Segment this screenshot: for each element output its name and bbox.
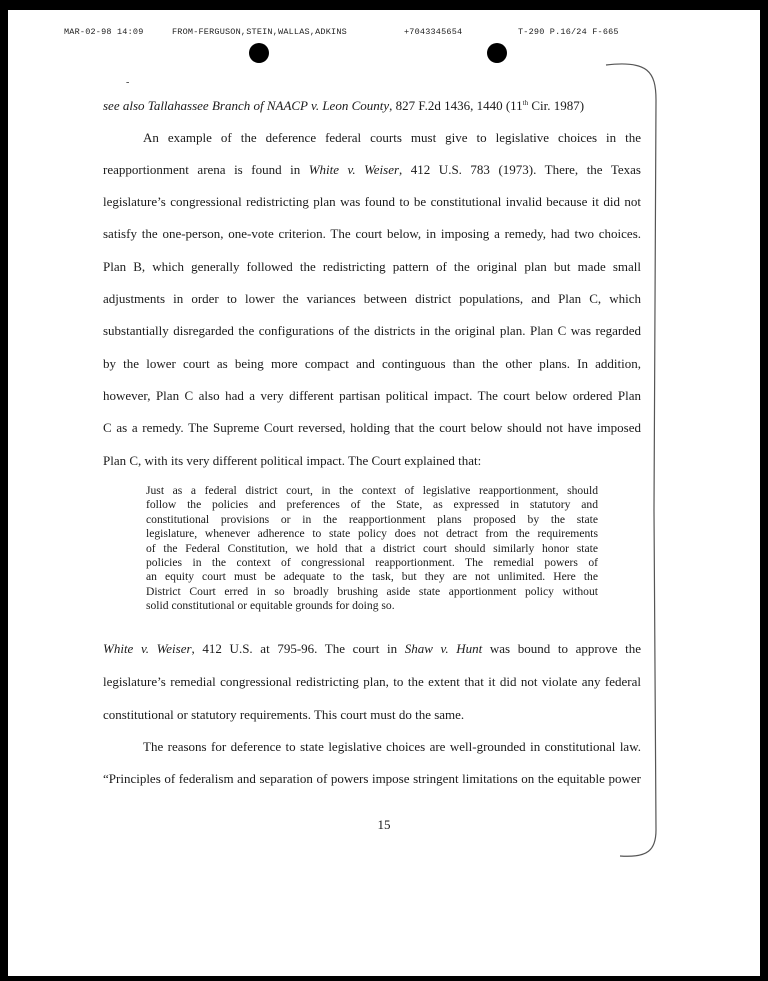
- para1-line-8: by the lower court as being more compact and continguous than the other plans. In addition,: [103, 356, 641, 371]
- citation-superscript: th: [522, 99, 529, 107]
- para1-line-2-text-b: , 412 U.S. 783 (1973). There, the Texas: [399, 162, 641, 177]
- quote-line: legislature, whenever adherence to state policy does not detract from the requirements: [146, 527, 598, 541]
- quote-line: District Court erred in so broadly brushing aside state apportionment policy without: [146, 584, 598, 598]
- stray-mark: -: [126, 77, 130, 88]
- citation-case-name: Tallahassee Branch of NAACP v. Leon County: [147, 98, 390, 113]
- quote-line: Just as a federal district court, in the context of legislative reapportionment, should: [146, 484, 598, 497]
- para2-line-1: [103, 641, 641, 657]
- para1-line-11: Plan C, with its very different political impact. The Court explained that:: [103, 453, 482, 468]
- fax-header: [64, 27, 650, 41]
- para2-line-3: constitutional or statutory requirements. This court must do the same.: [103, 707, 465, 722]
- para2-case-shaw-v-hunt: Shaw v. Hunt: [404, 641, 483, 656]
- citation-court: Cir. 1987): [528, 98, 585, 113]
- para1-line-2: [103, 162, 641, 178]
- para2-line-1-text-b: was bound to approve the: [482, 641, 641, 656]
- quote-line: solid constitutional or equitable grounds for doing so.: [146, 599, 395, 613]
- citation-reporter: , 827 F.2d 1436, 1440 (11: [389, 98, 523, 113]
- fax-date-time: MAR-02-98 14:09: [64, 27, 144, 37]
- para2-line-1-text-a: , 412 U.S. at 795-96. The court in: [191, 641, 405, 656]
- para2-case-white-v-weiser: White v. Weiser: [103, 641, 192, 656]
- para1-line-9: however, Plan C also had a very different partisan political impact. The court below ordered Plan: [103, 388, 641, 403]
- para1-line-1: An example of the deference federal courts must give to legislative choices in the: [143, 130, 641, 145]
- punch-hole-left: [249, 43, 269, 63]
- citation-line: [103, 98, 641, 114]
- fax-phone: +7043345654: [404, 27, 463, 37]
- quote-line: follow the policies and preferences of the State, as expressed in statutory and: [146, 498, 598, 512]
- quote-line: an equity court must be adequate to the task, but they are not unlimited. Here the: [146, 570, 598, 584]
- fax-sender: FROM-FERGUSON,STEIN,WALLAS,ADKINS: [172, 27, 347, 37]
- para1-line-3: legislature’s congressional redistricting plan was found to be constitutional invalid because it did not: [103, 194, 641, 209]
- para1-line-10: C as a remedy. The Supreme Court reversed, holding that the court below should not have imposed: [103, 420, 641, 435]
- quote-line: constitutional provisions or in the reapportionment plans proposed by the state: [146, 512, 598, 526]
- block-quote: [146, 484, 598, 614]
- para1-line-6: adjustments in order to lower the variances between district populations, and Plan C, which: [103, 291, 641, 306]
- para3-line-2: “Principles of federalism and separation of powers impose stringent limitations on the equitable power: [103, 771, 641, 786]
- quote-line: policies in the context of congressional reapportionment. The remedial powers of: [146, 556, 598, 570]
- fax-transmission-info: T-290 P.16/24 F-665: [518, 27, 619, 37]
- para1-line-2-text-a: reapportionment arena is found in: [103, 162, 309, 177]
- para1-case-white-v-weiser: White v. Weiser: [308, 162, 400, 177]
- citation-see-also: see also: [103, 98, 148, 113]
- page-number: 15: [377, 817, 391, 832]
- para3-line-1: The reasons for deference to state legislative choices are well-grounded in constitutional law.: [143, 739, 641, 754]
- para1-line-4: satisfy the one-person, one-vote criterion. The court below, in imposing a remedy, had two choices.: [103, 226, 641, 241]
- document-page: [8, 10, 760, 976]
- quote-line: of the Federal Constitution, we hold that a district court should similarly honor state: [146, 541, 598, 555]
- para1-line-7: substantially disregarded the configurations of the districts in the original plan. Plan C was regarded: [103, 323, 641, 338]
- para2-line-2: legislature’s remedial congressional redistricting plan, to the extent that it did not violate any federal: [103, 674, 641, 689]
- para1-line-5: Plan B, which generally followed the redistricting pattern of the original plan but made small: [103, 259, 641, 274]
- punch-hole-right: [487, 43, 507, 63]
